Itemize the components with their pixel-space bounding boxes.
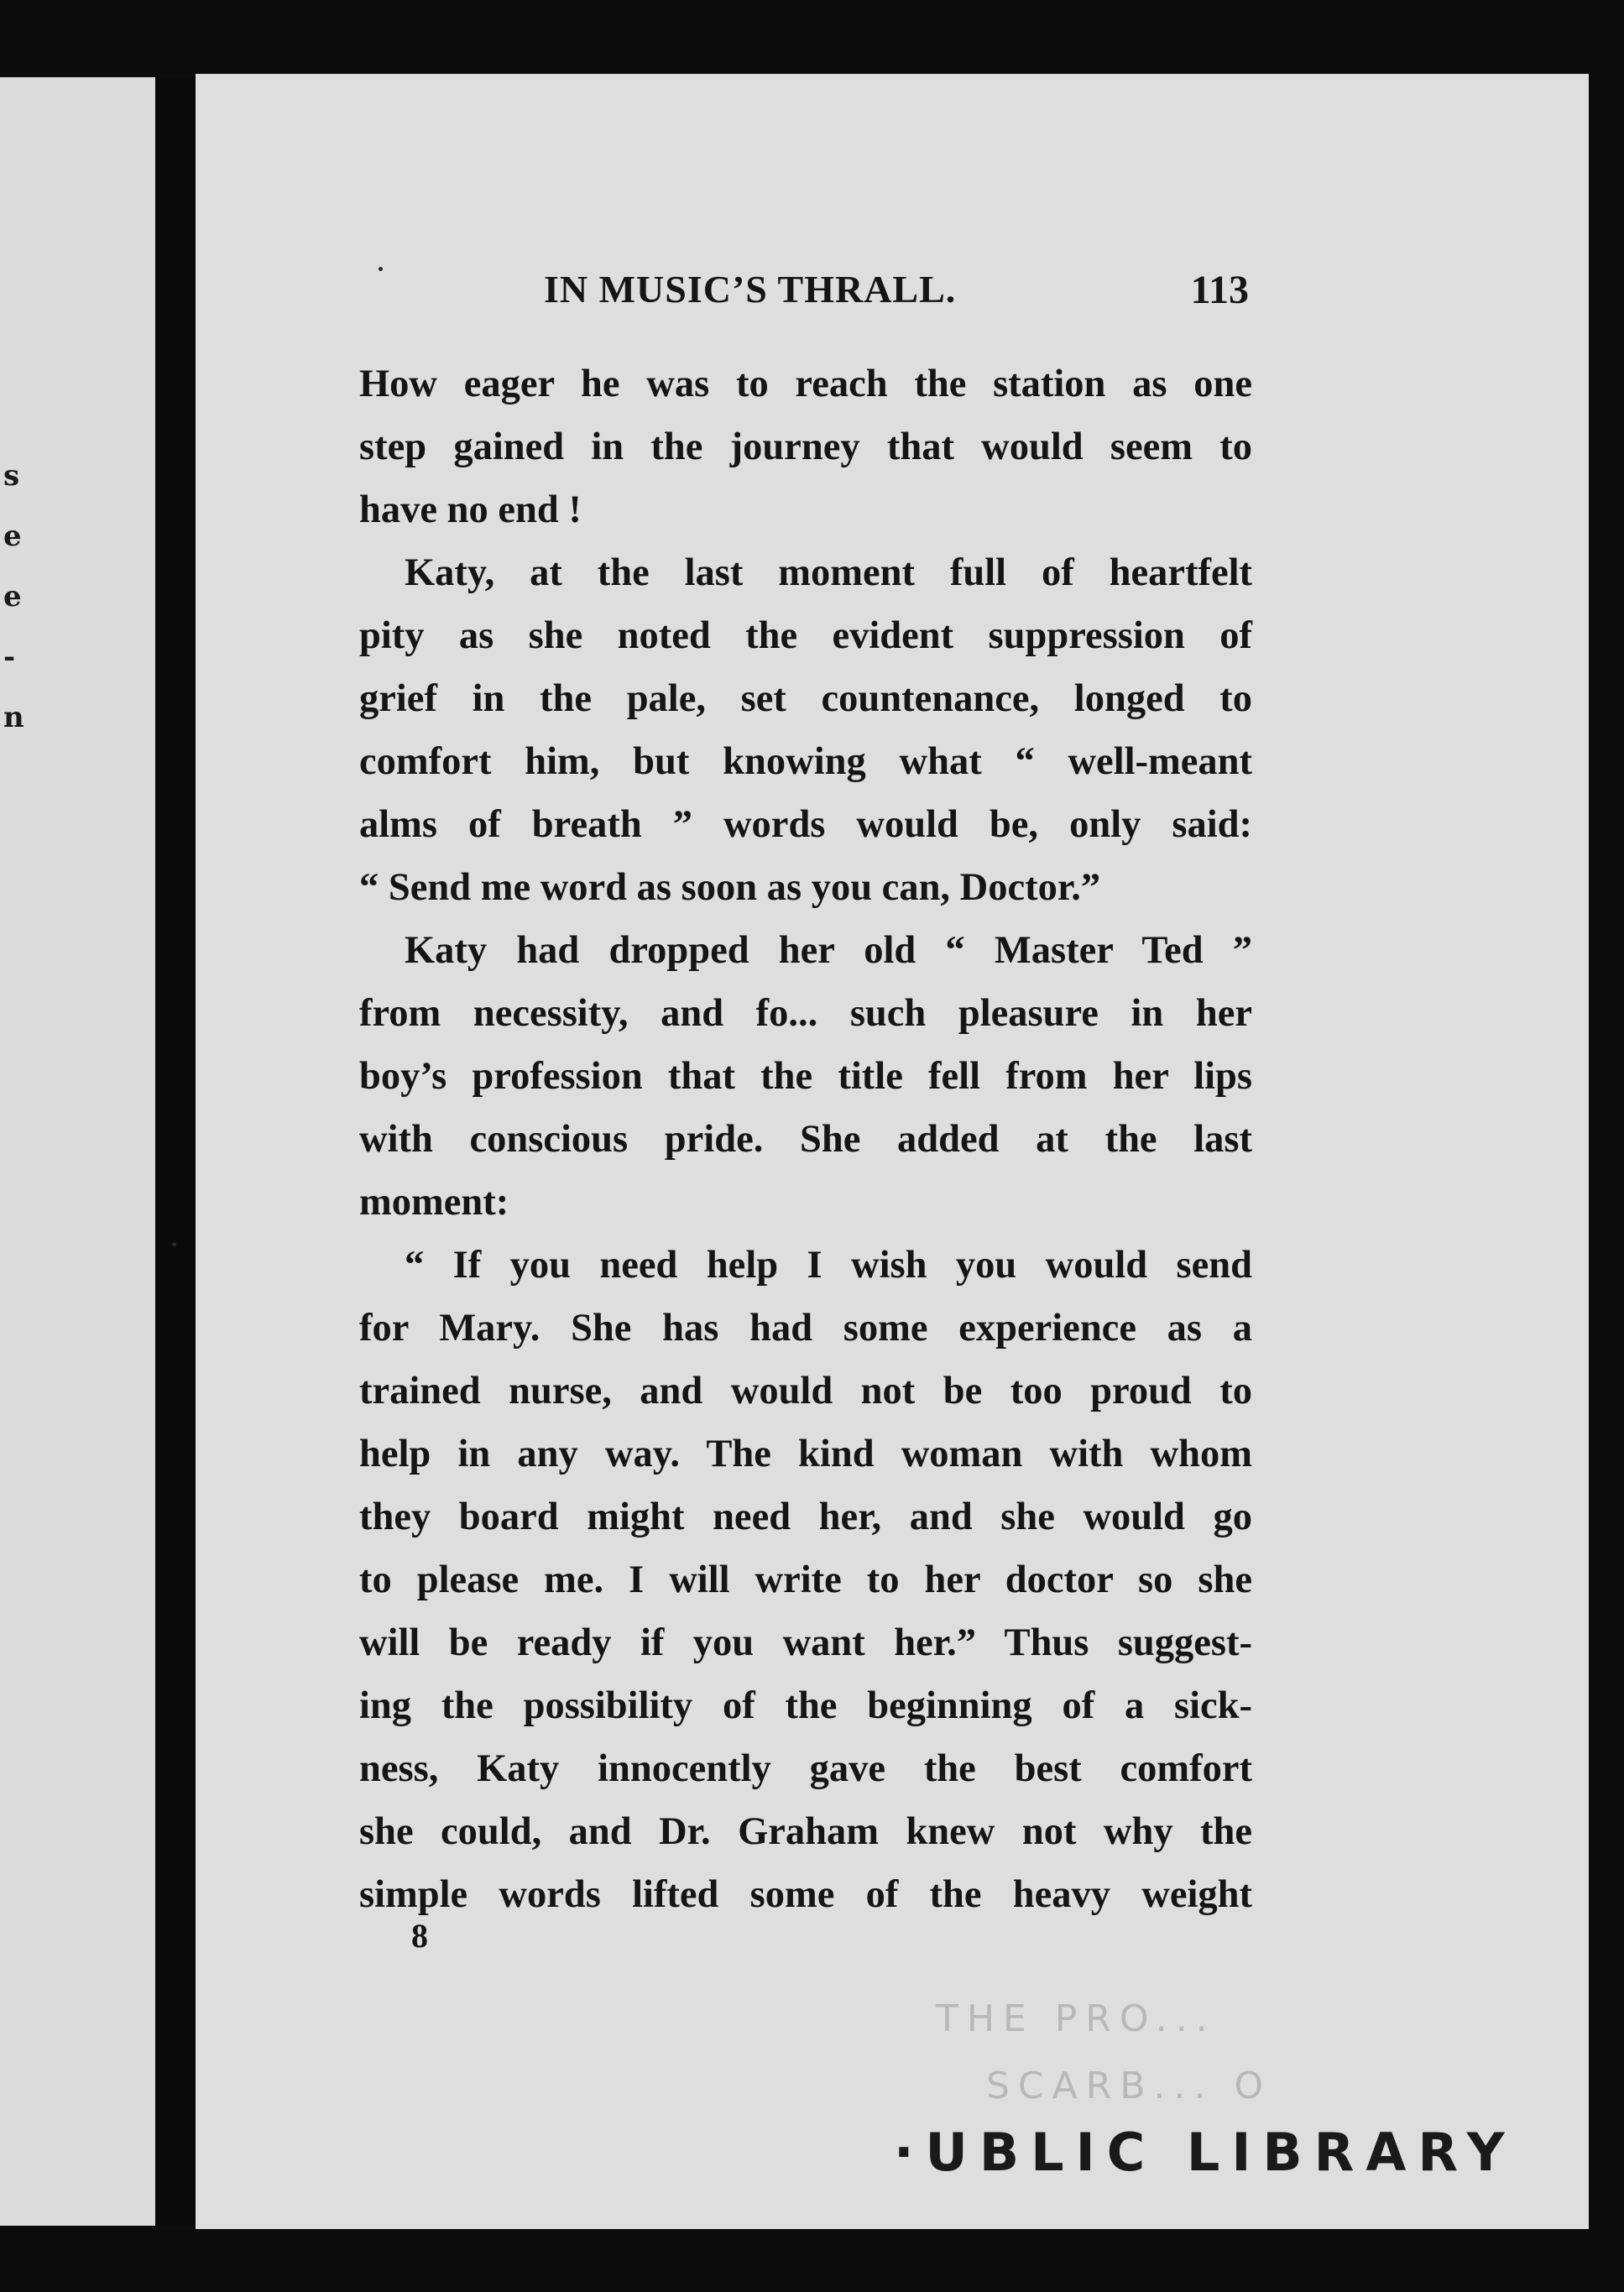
signature-mark: 8 (411, 1917, 428, 1955)
text-line: alms of breath ” words would be, only said: (359, 803, 1252, 846)
text-line: boy’s profession that the title fell from her lips (359, 1055, 1252, 1098)
stamp-faint-line: SCARB... O (986, 2065, 1272, 2107)
text-line: trained nurse, and would not be too proud to (359, 1370, 1252, 1412)
text-line: will be ready if you want her.” Thus suggest- (359, 1621, 1252, 1664)
stamp-library-line: ·UBLIC LIBRARY (894, 2122, 1517, 2183)
edge-letter: s (3, 459, 20, 493)
running-title: IN MUSIC’S THRALL. (544, 268, 957, 311)
text-line: Katy had dropped her old “ Master Ted ” (405, 929, 1252, 972)
text-line: grief in the pale, set countenance, longed to (359, 677, 1252, 720)
text-line: moment: (359, 1181, 509, 1224)
text-line: they board might need her, and she would go (359, 1496, 1252, 1538)
library-stamp (894, 1989, 1517, 2190)
text-line: she could, and Dr. Graham knew not why the (359, 1810, 1252, 1853)
page-number: 113 (1190, 268, 1249, 312)
edge-letter: e (3, 519, 22, 553)
text-line: “ Send me word as soon as you can, Doctor.” (359, 866, 1101, 909)
text-line: with conscious pride. She added at the last (359, 1118, 1252, 1161)
text-line: step gained in the journey that would seem to (359, 426, 1252, 468)
text-line: simple words lifted some of the heavy weight (359, 1873, 1252, 1916)
text-line: from necessity, and fo... such pleasure in her (359, 992, 1252, 1035)
left-page-edge-text (0, 459, 25, 761)
text-line: pity as she noted the evident suppression of (359, 614, 1252, 657)
text-line: ing the possibility of the beginning of a sick- (359, 1684, 1252, 1727)
text-line: comfort him, but knowing what “ well-meant (359, 740, 1252, 783)
stamp-faint-line: THE PRO... (936, 1997, 1216, 2040)
text-line: for Mary. She has had some experience as a (359, 1307, 1252, 1350)
text-line: How eager he was to reach the station as one (359, 363, 1252, 405)
text-line: “ If you need help I wish you would send (405, 1244, 1252, 1287)
edge-letter: - (3, 640, 16, 674)
page-body-text (359, 352, 1252, 1926)
text-line: Katy, at the last moment full of heartfelt (405, 551, 1252, 594)
text-line: have no end ! (359, 488, 582, 531)
running-header (544, 267, 1249, 326)
book-gutter (155, 77, 196, 2226)
dust-speck (172, 1242, 176, 1246)
text-line: ness, Katy innocently gave the best comfort (359, 1747, 1252, 1790)
left-page-fragment (0, 77, 168, 2226)
text-line: to please me. I will write to her doctor so she (359, 1558, 1252, 1601)
dust-speck (379, 267, 383, 271)
text-line: help in any way. The kind woman with whom (359, 1433, 1252, 1475)
edge-letter: e (3, 580, 22, 613)
edge-letter: n (3, 701, 24, 734)
